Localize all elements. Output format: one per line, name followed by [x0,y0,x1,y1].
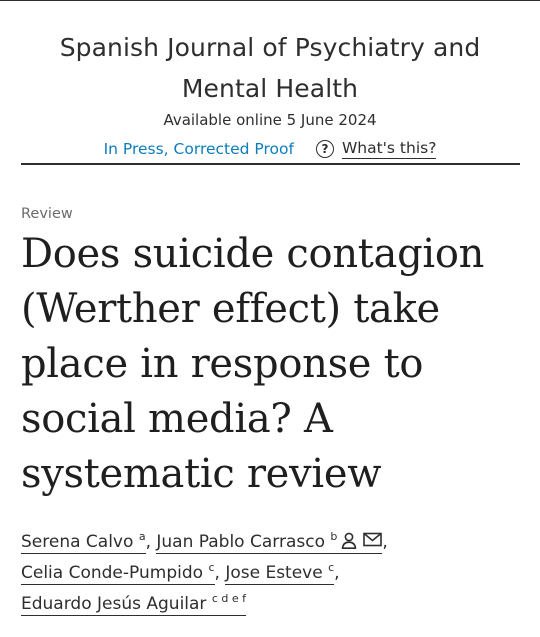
author-link[interactable] [21,563,215,585]
author-separator: , [145,532,157,552]
author-affiliation: c [208,561,215,574]
article-title: Does suicide contagion (Werther effect) take place in response to social media? A systematic review [21,231,485,497]
author-separator: , [214,563,226,583]
author-link[interactable] [21,594,246,616]
author-affiliation: c d e f [211,592,247,605]
author-link[interactable] [225,563,334,585]
whats-this-button[interactable] [316,139,437,159]
author-name: Juan Pablo Carrasco [156,532,325,552]
person-icon [341,532,357,549]
article-type: Review [21,206,73,222]
author-list [21,527,520,620]
top-divider [0,0,540,1]
header-divider [21,163,520,165]
availability-date: Available online 5 June 2024 [163,111,377,129]
author-name: Celia Conde-Pumpido [21,563,204,583]
journal-title[interactable]: Spanish Journal of Psychiatry and Mental Health [59,33,481,103]
author-separator: , [382,532,388,552]
envelope-icon [363,532,382,547]
author-link[interactable] [156,532,382,554]
whats-this-label: What's this? [341,139,437,157]
question-circle-icon: ? [316,140,334,158]
author-link[interactable] [21,532,146,554]
author-contact-icons [341,532,382,549]
author-affiliation: a [138,530,146,543]
author-name: Eduardo Jesús Aguilar [21,594,207,614]
author-name: Jose Esteve [225,563,323,583]
article-status-row [20,137,520,161]
author-separator: , [334,563,340,583]
author-affiliation: c [328,561,335,574]
author-affiliation: b [330,530,338,543]
author-name: Serena Calvo [21,532,134,552]
in-press-link[interactable]: In Press, Corrected Proof [103,140,294,158]
